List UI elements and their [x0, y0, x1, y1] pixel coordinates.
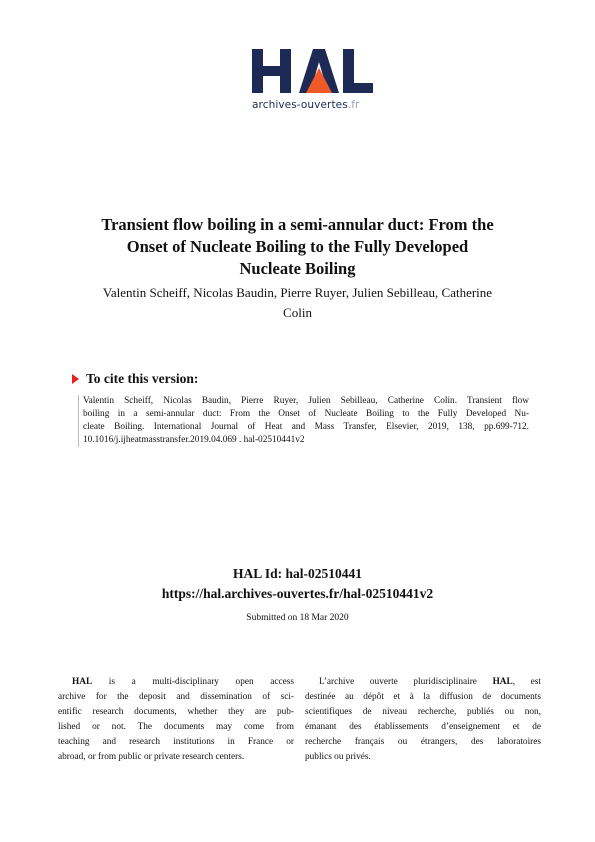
title-line: Transient flow boiling in a semi-annular duct: From the [101, 215, 494, 234]
hal-id: HAL Id: hal-02510441 [232, 566, 363, 581]
description-line: HAL is a multi-disciplinary open access [72, 677, 294, 687]
cite-heading: To cite this version: [72, 371, 198, 387]
description-line: abroad, or from public or private research centers. [58, 752, 245, 762]
citation-block [78, 395, 529, 447]
citation-line: boiling in a semi-annular duct: From the Onset of Nucleate Boiling to the Fully Developed Nu- [83, 409, 529, 419]
description-english [58, 675, 294, 765]
description-line: L’archive ouverte pluridisciplinaire HAL, est [319, 677, 541, 687]
description-line: destinée au dépôt et à la diffusion de documents [305, 692, 541, 702]
description-line: teaching and research institutions in France or [58, 737, 294, 747]
citation-line: Valentin Scheiff, Nicolas Baudin, Pierre Ruyer, Julien Sebilleau, Catherine Colin. Transient flow [83, 396, 529, 406]
authors-line: Colin [283, 305, 312, 320]
description-line: entific research documents, whether they are pub- [58, 707, 294, 717]
description-line: émanant des établissements d’enseignement et de [305, 722, 541, 732]
triangle-right-icon [72, 374, 79, 384]
title-line: Onset of Nucleate Boiling to the Fully Developed [126, 237, 469, 256]
description-french [305, 675, 541, 765]
author-list [70, 283, 525, 323]
paper-title [60, 214, 535, 280]
hal-url-link[interactable]: https://hal.archives-ouvertes.fr/hal-02510441v2 [161, 586, 434, 601]
description-line: publics ou privés. [305, 752, 371, 762]
description-line: archive for the deposit and dissemination of sci- [58, 692, 294, 702]
description-line: scientifiques de niveau recherche, publiés ou non, [305, 707, 541, 717]
description-line: recherche français ou étrangers, des laboratoires [305, 737, 541, 747]
authors-line: Valentin Scheiff, Nicolas Baudin, Pierre Ruyer, Julien Sebilleau, Catherine [102, 285, 493, 300]
submitted-date: Submitted on 18 Mar 2020 [246, 613, 349, 623]
description-line: lished or not. The documents may come from [58, 722, 294, 732]
citation-line: 10.1016/j.ijheatmasstransfer.2019.04.069 . hal-02510441v2 [83, 435, 305, 445]
title-line: Nucleate Boiling [239, 259, 356, 278]
citation-line: cleate Boiling. International Journal of Heat and Mass Transfer, Elsevier, 2019, 138, pp.699-712. [83, 422, 529, 432]
logo-tagline: archives-ouvertes.fr [252, 99, 360, 111]
